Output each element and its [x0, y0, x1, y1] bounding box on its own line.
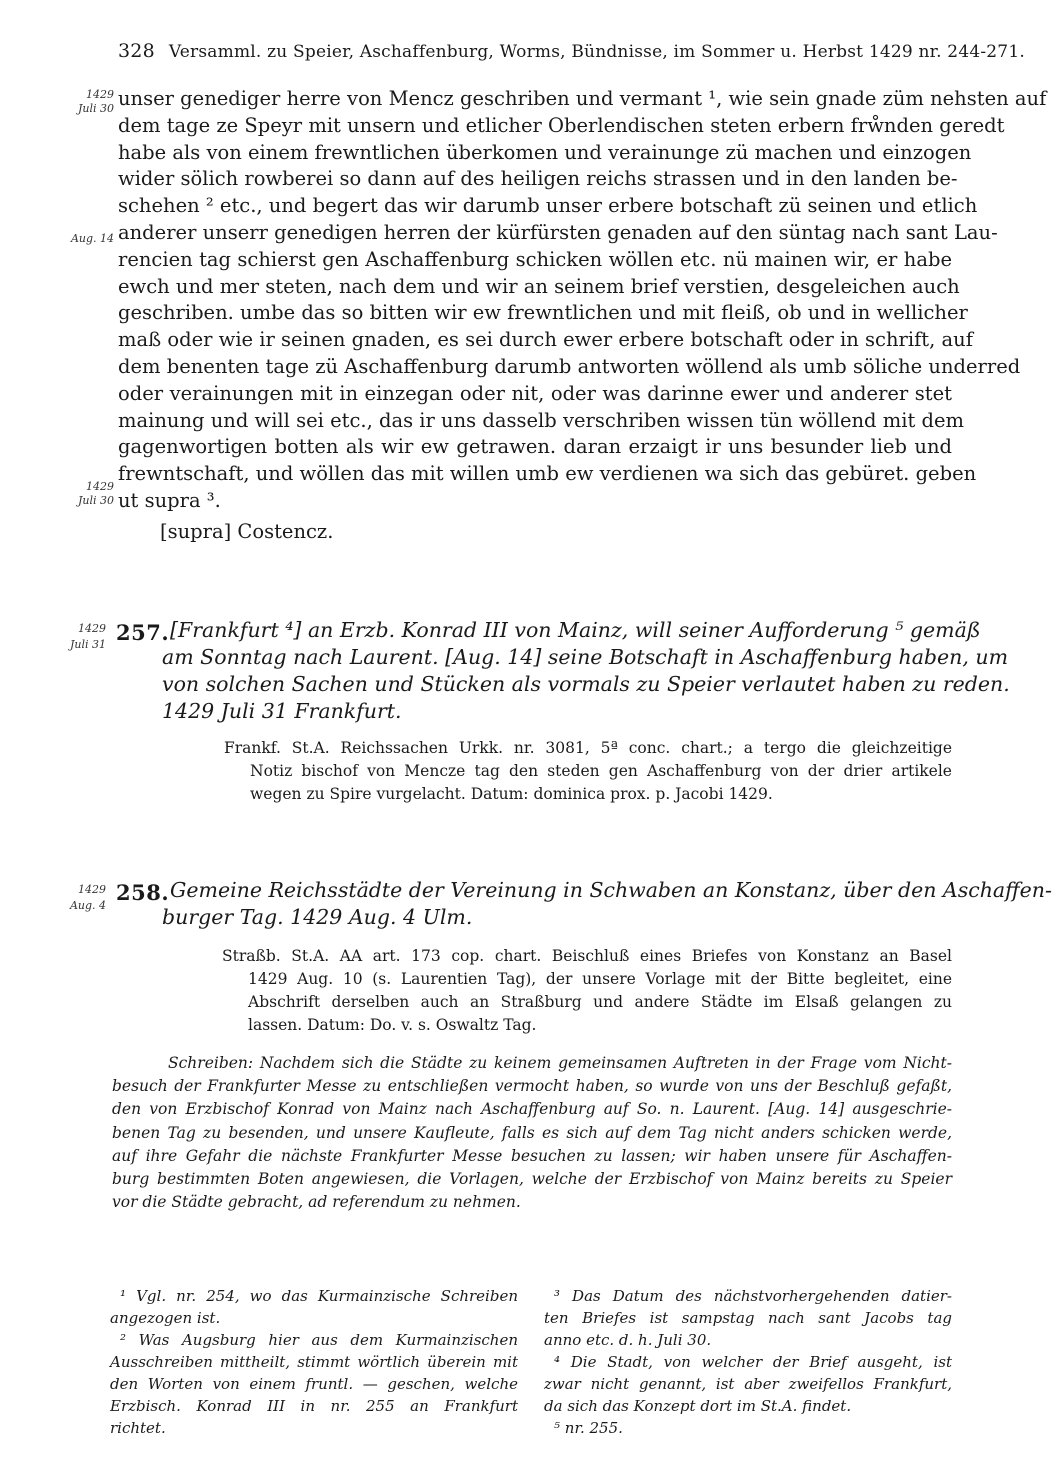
source-line: Frankf. St.A. Reichssachen Urkk. nr. 3081, 5ª conc. chart.; a tergo die gleichzeitige	[224, 739, 952, 757]
margin-date-4a: 1429	[78, 622, 106, 635]
footnote-line: Ausschreiben mittheilt, stimmt wörtlich überein mit	[110, 1353, 518, 1371]
footnote-line: anno etc. d. h. Juli 30.	[544, 1331, 712, 1349]
footnote-line: ⁴ Die Stadt, von welcher der Brief ausgeht, ist	[554, 1353, 952, 1371]
footnote-line: richtet.	[110, 1419, 166, 1437]
letter-line: ewch und mer steten, nach dem und wir an seinem brief verstien, desgeleichen auch	[118, 274, 960, 298]
summary-line: Schreiben: Nachdem sich die Städte zu keinem gemeinsamen Auftreten in der Frage vom Nicht-	[168, 1054, 952, 1072]
entry-number-257: 257.	[116, 620, 170, 645]
letter-line: frewntschaft, und wöllen das mit willen umb ew verdienen wa sich das gebüret. geben	[118, 462, 977, 486]
running-head	[118, 40, 1025, 62]
entry-258-summary	[112, 1052, 952, 1214]
summary-line: vor die Städte gebracht, ad referendum zu nehmen.	[112, 1193, 521, 1212]
margin-date-1b: Juli 30	[77, 102, 114, 115]
footnotes-left	[110, 1285, 518, 1439]
entry-heading-line: burger Tag. 1429 Aug. 4 Ulm.	[162, 905, 473, 929]
summary-line: auf ihre Gefahr die nächste Frankfurter Messe besuchen zu lassen; wir haben unsere für Aschaffen-	[112, 1146, 952, 1165]
margin-date-3a: 1429	[86, 480, 114, 493]
source-line: Straßb. St.A. AA art. 173 cop. chart. Beischluß eines Briefes von Konstanz an Basel	[222, 947, 952, 965]
letter-line: maß oder wie ir seinen gnaden, es sei durch ewer erbere botschaft oder in schrift, auf	[118, 328, 973, 352]
margin-date-1a: 1429	[86, 88, 114, 101]
footnote-line: Erzbisch. Konrad III in nr. 255 an Frankfurt	[110, 1397, 518, 1415]
entry-number-258: 258.	[116, 880, 170, 905]
letter-line: dem benenten tage zü Aschaffenburg darumb antworten wöllend als umb söliche underred	[118, 354, 1021, 378]
summary-line: burg bestimmten Boten angewiesen, die Vorlagen, welche der Erzbischof von Mainz bereits zu Speier	[112, 1170, 952, 1189]
entry-heading-line: 1429 Juli 31 Frankfurt.	[162, 699, 402, 723]
margin-date-5a: 1429	[78, 883, 106, 896]
letter-line: unser genediger herre von Mencz geschriben und vermant ¹, wie sein gnade züm nehsten auf	[118, 87, 1047, 110]
footnote-line: ² Was Augsburg hier aus dem Kurmainzischen	[120, 1331, 518, 1349]
letter-line: mainung und will sei etc., das ir uns dasselb verschriben wissen tün wöllend mit dem	[118, 408, 965, 432]
entry-257-source	[224, 737, 952, 806]
source-line: 1429 Aug. 10 (s. Laurentien Tag), der unsere Vorlage mit der Bitte begleitet, eine	[248, 970, 952, 988]
letter-line: habe als von einem frewntlichen überkomen und verainunge zü machen und einzogen	[118, 140, 972, 164]
summary-line: besuch der Frankfurter Messe zu entschließen vermocht haben, so wurde von uns der Beschluß gefaßt,	[112, 1077, 952, 1096]
entry-heading-line: am Sonntag nach Laurent. [Aug. 14] seine Botschaft in Aschaffenburg haben, um	[162, 645, 1009, 669]
entry-258-source	[222, 945, 952, 1037]
entry-heading-line: Gemeine Reichsstädte der Vereinung in Schwaben an Konstanz, über den Aschaffen-	[170, 878, 1052, 902]
letter-line: dem tage ze Speyr mit unsern und etlicher Oberlendischen steten erbern frẘnden geredt	[118, 113, 1005, 137]
summary-line: den von Erzbischof Konrad von Mainz nach Aschaffenburg auf So. n. Laurent. [Aug. 14] ausgeschrie-	[112, 1100, 952, 1119]
letter-signature: [supra] Costencz.	[160, 520, 334, 543]
entry-257-heading	[162, 617, 1010, 725]
letter-line: oder verainungen mit in einzegan oder nit, oder was darinne ewer und anderer stet	[118, 381, 952, 405]
letter-line: gagenwortigen botten als wir ew getrawen. daran erzaigt ir uns besunder lieb und	[118, 435, 952, 459]
letter-line: ut supra ³.	[118, 488, 221, 512]
entry-heading-line: von solchen Sachen und Stücken als vormals zu Speier verlautet haben zu reden.	[162, 672, 1010, 696]
source-line: wegen zu Spire vurgelacht. Datum: dominica prox. p. Jacobi 1429.	[250, 785, 773, 803]
page-number: 328	[118, 40, 155, 62]
letter-line: rencien tag schierst gen Aschaffenburg schicken wöllen etc. nü mainen wir, er habe	[118, 247, 952, 271]
letter-line: geschriben. umbe das so bitten wir ew frewntlichen und mit fleiß, ob und in wellicher	[118, 301, 968, 325]
margin-date-5b: Aug. 4	[69, 899, 106, 912]
letter-line: schehen ² etc., und begert das wir darumb unser erbere botschaft zü seinen und etlich	[118, 194, 978, 218]
footnote-line: angezogen ist.	[110, 1309, 221, 1327]
letter-body	[118, 86, 1047, 515]
footnote-line: zwar nicht genannt, ist aber zweifellos Frankfurt,	[544, 1375, 952, 1393]
source-line: Abschrift derselben auch an Straßburg und andere Städte im Elsaß gelangen zu	[248, 993, 952, 1011]
footnote-line: ten Briefes ist sampstag nach sant Jacobs tag	[544, 1309, 952, 1327]
footnotes-right	[544, 1285, 952, 1439]
footnote-line: ⁵ nr. 255.	[554, 1419, 623, 1437]
running-title: Versamml. zu Speier, Aschaffenburg, Worms, Bündnisse, im Sommer u. Herbst 1429 nr. 244-271.	[168, 42, 1025, 62]
summary-line: benen Tag zu besenden, und unsere Kaufleute, falls es sich auf dem Tag nicht anders schicken werde,	[112, 1123, 952, 1142]
footnote-line: da sich das Konzept dort im St.A. findet.	[544, 1397, 852, 1415]
letter-line: wider sölich rowberei so dann auf des heiligen reichs strassen und in den landen be-	[118, 167, 958, 191]
source-line: lassen. Datum: Do. v. s. Oswaltz Tag.	[248, 1016, 537, 1034]
entry-258-heading	[162, 877, 1052, 931]
footnote-line: ³ Das Datum des nächstvorhergehenden datier-	[554, 1287, 952, 1305]
margin-date-2: Aug. 14	[70, 232, 114, 245]
margin-date-4b: Juli 31	[69, 638, 106, 651]
source-line: Notiz bischof von Mencze tag den steden gen Aschaffenburg von der drier artikele	[250, 762, 952, 780]
margin-date-3b: Juli 30	[77, 494, 114, 507]
letter-line: anderer unserr genedigen herren der kürfürsten genaden auf den süntag nach sant Lau-	[118, 220, 998, 244]
footnote-line: den Worten von einem fruntl. — geschen, welche	[110, 1375, 518, 1393]
entry-heading-line: [Frankfurt ⁴] an Erzb. Konrad III von Mainz, will seiner Aufforderung ⁵ gemäß	[170, 618, 981, 642]
footnote-line: ¹ Vgl. nr. 254, wo das Kurmainzische Schreiben	[120, 1287, 518, 1305]
